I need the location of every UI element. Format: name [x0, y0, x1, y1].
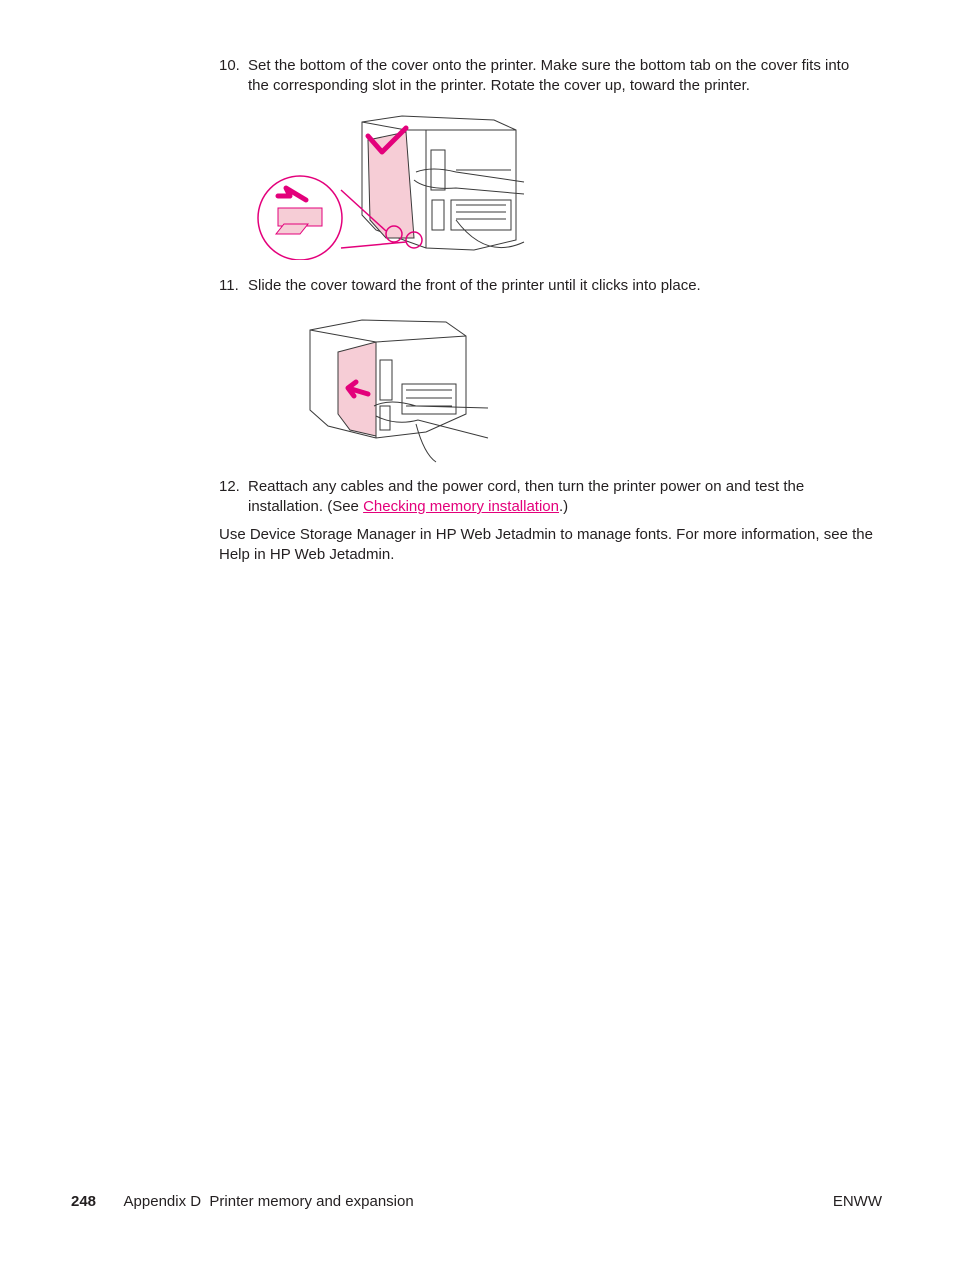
- page-number: 248: [71, 1193, 97, 1210]
- footer-section: Appendix D Printer memory and expansion: [123, 1193, 414, 1210]
- step-text-after: .): [559, 498, 569, 515]
- checking-memory-installation-link[interactable]: Checking memory installation: [363, 498, 559, 515]
- footer-left: [71, 1192, 414, 1212]
- step-number: 11.: [219, 277, 239, 294]
- step-text: Set the bottom of the cover onto the printer. Make sure the bottom tab on the cover fits into the corresponding slot in the printer. Rotate the cover up, toward the printer.: [248, 57, 850, 94]
- cover-slide-illustration: [306, 314, 492, 464]
- footer-right: ENWW: [832, 1193, 882, 1210]
- cover-attach-illustration: [256, 110, 532, 260]
- step-12: [219, 477, 869, 517]
- step-11: [219, 276, 869, 296]
- step-text: Slide the cover toward the front of the printer until it clicks into place.: [248, 277, 701, 294]
- step-number: 12.: [219, 478, 240, 495]
- step-10: [219, 56, 869, 96]
- note-paragraph: Use Device Storage Manager in HP Web Jetadmin to manage fonts. For more information, see the Help in HP Web Jetadmin.: [219, 526, 873, 563]
- step-text-before: Reattach any cables and the power cord, then turn the printer power on and test the installation. (See: [248, 478, 805, 515]
- step-text: [248, 477, 869, 517]
- step-number: 10.: [219, 57, 240, 74]
